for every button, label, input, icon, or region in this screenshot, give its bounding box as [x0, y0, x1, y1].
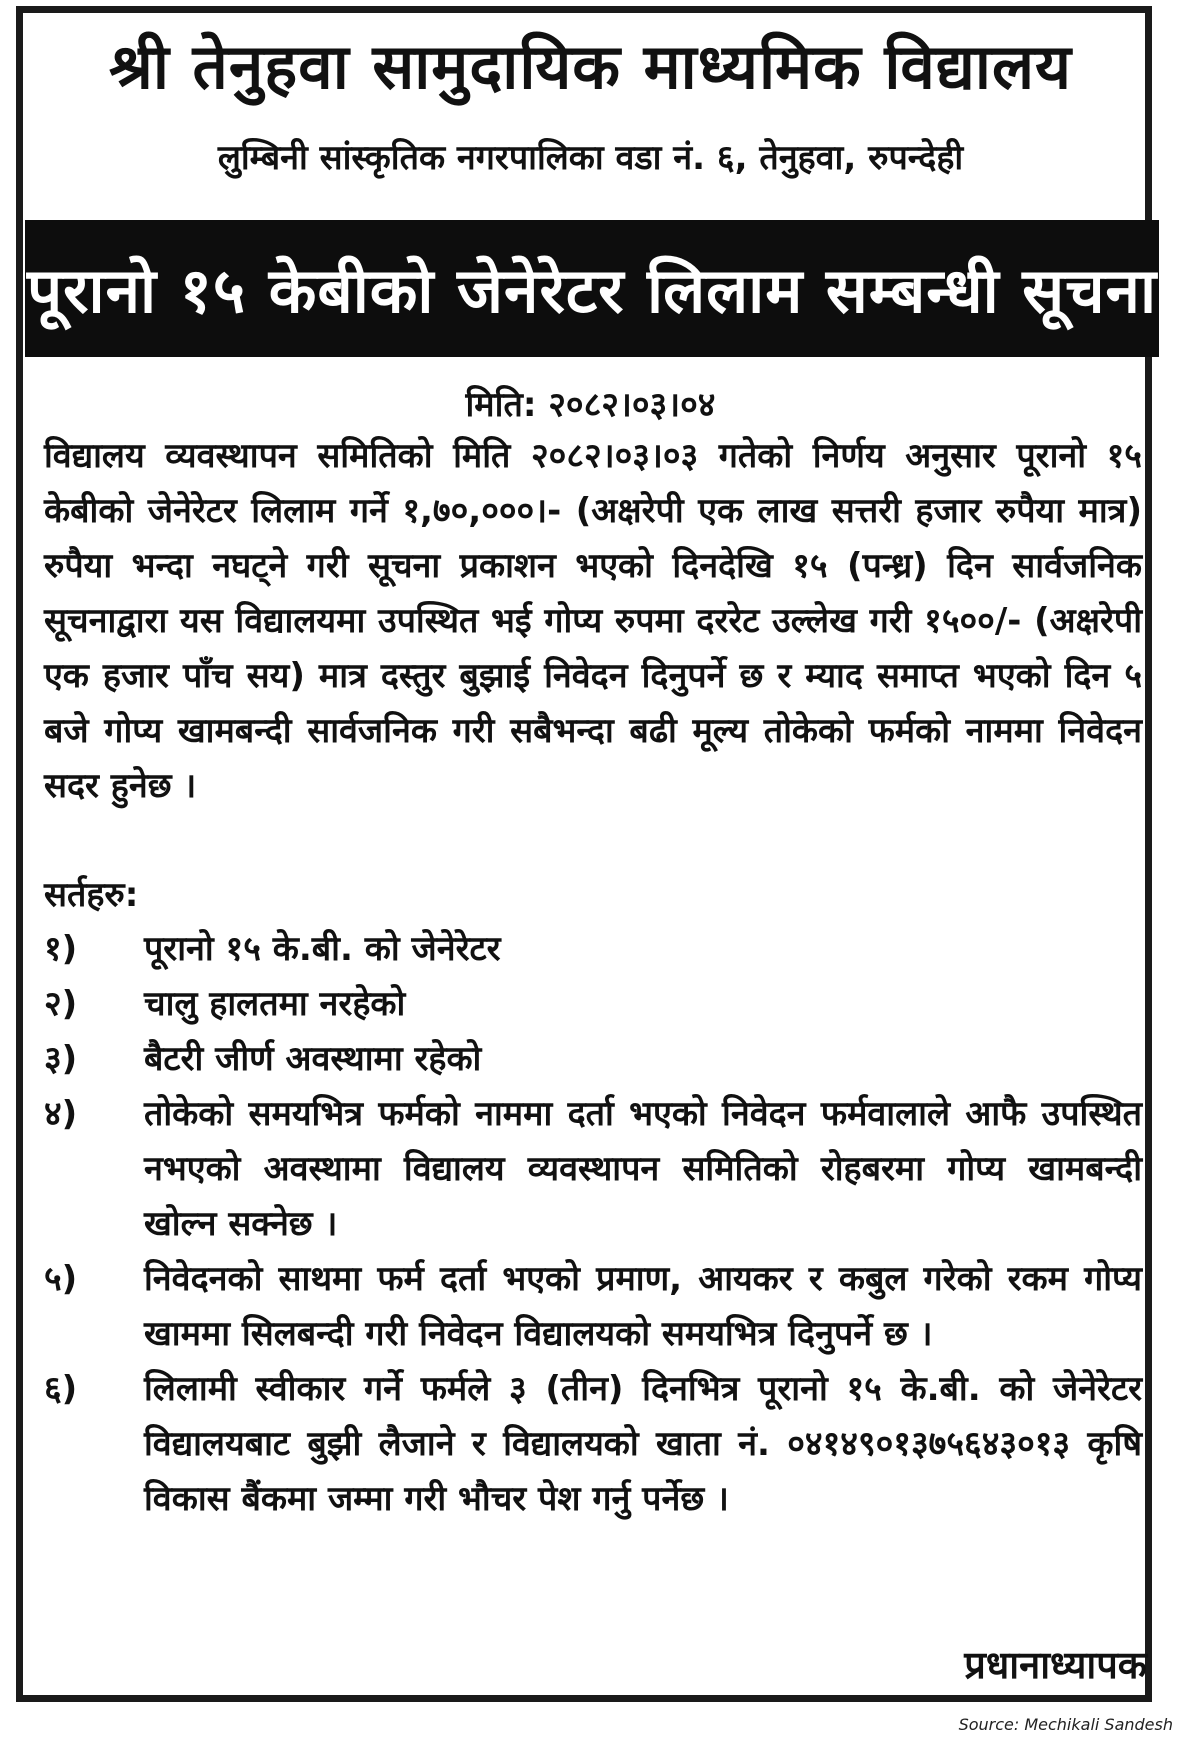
school-name: श्री तेनुहवा सामुदायिक माध्यमिक विद्यालय [109, 30, 1072, 103]
school-address: लुम्बिनी सांस्कृतिक नगरपालिका वडा नं. ६, तेनुहवा, रुपन्देही [217, 138, 964, 178]
condition-item [44, 1362, 1142, 1527]
condition-item [44, 977, 1142, 1032]
condition-number: ३) [44, 1039, 78, 1079]
source-credit: Source: Mechikali Sandesh [958, 1715, 1173, 1734]
condition-text: पूरानो १५ के.बी. को जेनेरेटर [144, 929, 501, 969]
condition-item [44, 922, 1142, 977]
condition-number: ५) [44, 1259, 78, 1299]
condition-number: १) [44, 929, 78, 969]
condition-number: ४) [44, 1094, 78, 1134]
notice-title: पूरानो १५ केबीको जेनेरेटर लिलाम सम्बन्धी सूचना [26, 253, 1158, 327]
condition-item [44, 1087, 1142, 1252]
conditions-title: सर्तहरु: [44, 875, 139, 915]
notice-date: मिति: २०८२।०३।०४ [465, 385, 716, 425]
signature-headmaster: प्रधानाध्यापक [964, 1643, 1147, 1687]
condition-text: निवेदनको साथमा फर्म दर्ता भएको प्रमाण, आयकर र कबुल गरेको रकम गोप्य खाममा सिलबन्दी गरी निवेदन विद्यालयको समयभित्र दिनुपर्ने छ । [144, 1259, 1142, 1354]
condition-item [44, 1032, 1142, 1087]
notice-body: विद्यालय व्यवस्थापन समितिको मिति २०८२।०३।०३ गतेको निर्णय अनुसार पूरानो १५ केबीको जेनेरेटर लिलाम गर्ने १,७०,०००।- (अक्षरेपी एक लाख सत्तरी हजार रुपैया मात्र) रुपैया भन्दा नघट्ने गरी सूचना प्रकाशन भएको दिनदेखि १५ (पन्ध्र) दिन सार्वजनिक सूचनाद्वारा यस विद्यालयमा उपस्थित भई गोप्य रुपमा दररेट उल्लेख गरी १५००/- (अक्षरेपी एक हजार पाँच सय) मात्र दस्तुर बुझाई निवेदन दिनुपर्ने छ र म्याद समाप्त भएको दिन ५ बजे गोप्य खामबन्दी सार्वजनिक गरी सबैभन्दा बढी मूल्य तोकेको फर्मको नाममा निवेदन सदर हुनेछ । [44, 436, 1142, 806]
condition-text: चालु हालतमा नरहेको [144, 984, 406, 1024]
conditions-list [44, 922, 1142, 1527]
condition-text: लिलामी स्वीकार गर्ने फर्मले ३ (तीन) दिनभित्र पूरानो १५ के.बी. को जेनेरेटर विद्यालयबाट बुझी लैजाने र विद्यालयको खाता नं. ०४१४९०१३७५६४३०१३ कृषि विकास बैंकमा जम्मा गरी भौचर पेश गर्नु पर्नेछ । [144, 1369, 1142, 1519]
condition-text: बैटरी जीर्ण अवस्थामा रहेको [144, 1039, 482, 1079]
notice-title-banner [25, 220, 1159, 357]
condition-number: २) [44, 984, 78, 1024]
condition-number: ६) [44, 1369, 78, 1409]
condition-text: तोकेको समयभित्र फर्मको नाममा दर्ता भएको निवेदन फर्मवालाले आफै उपस्थित नभएको अवस्थामा विद्यालय व्यवस्थापन समितिको रोहबरमा गोप्य खामबन्दी खोल्न सक्नेछ । [144, 1094, 1142, 1244]
condition-item [44, 1252, 1142, 1362]
